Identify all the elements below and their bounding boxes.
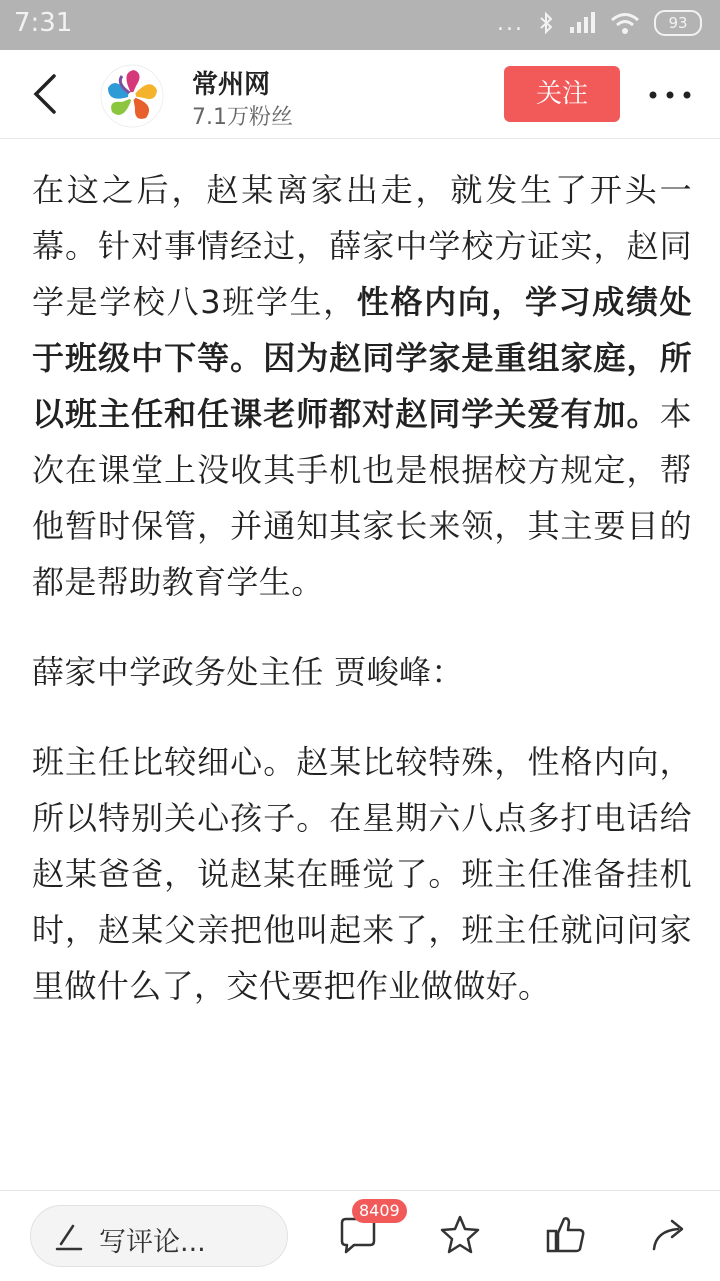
- status-bar: [0, 0, 720, 50]
- bottom-action-bar: [0, 1190, 720, 1281]
- header: [0, 50, 720, 139]
- status-dots: ...: [497, 10, 524, 36]
- battery-icon: [654, 10, 702, 36]
- article-text: 在这之后，赵某离家出走，就发生了开头一幕。针对事情经过，薛家中学校方证实，赵同学是学校八3班学生，: [32, 171, 692, 321]
- article-paragraph: 薛家中学政务处主任 贾峻峰：: [32, 653, 464, 691]
- article-body: [32, 140, 692, 1014]
- signal-icon: [568, 11, 596, 35]
- battery-level: 93: [668, 14, 688, 32]
- share-icon[interactable]: [648, 1213, 692, 1257]
- follow-button[interactable]: 关注: [504, 66, 620, 122]
- pen-icon: [55, 1222, 83, 1252]
- comment-placeholder: 写评论...: [99, 1227, 206, 1258]
- thumbs-up-icon[interactable]: [544, 1213, 588, 1257]
- account-logo[interactable]: [100, 64, 164, 128]
- status-icons: [497, 10, 702, 36]
- fans-count: 7.1万粉丝: [192, 105, 293, 130]
- status-time: 7:31: [14, 8, 73, 38]
- article-paragraph: 班主任比较细心。赵某比较特殊，性格内向，所以特别关心孩子。在星期六八点多打电话给赵某爸爸，说赵某在睡觉了。班主任准备挂机时，赵某父亲把他叫起来了，班主任就问问家里做什么了，交代要把作业做做好。: [32, 743, 692, 1005]
- bluetooth-icon: [538, 11, 554, 35]
- article-paragraph: [32, 162, 692, 610]
- star-icon[interactable]: [438, 1213, 482, 1257]
- back-arrow-icon[interactable]: [28, 72, 68, 116]
- account-name[interactable]: 常州网: [192, 70, 271, 100]
- comment-input[interactable]: [30, 1205, 288, 1267]
- wifi-icon: [610, 11, 640, 35]
- article-text-bold: 性格内向，学习成绩处于班级中下等。因为赵同学家是重组家庭，所以班主任和任课老师都对赵同学关爱有加。: [32, 283, 692, 433]
- article-text: 本次在课堂上没收其手机也是根据校方规定，帮他暂时保管，并通知其家长来领，其主要目的都是帮助教育学生。: [32, 395, 692, 601]
- more-options-icon[interactable]: [648, 90, 692, 100]
- comment-count-badge: 8409: [352, 1199, 407, 1223]
